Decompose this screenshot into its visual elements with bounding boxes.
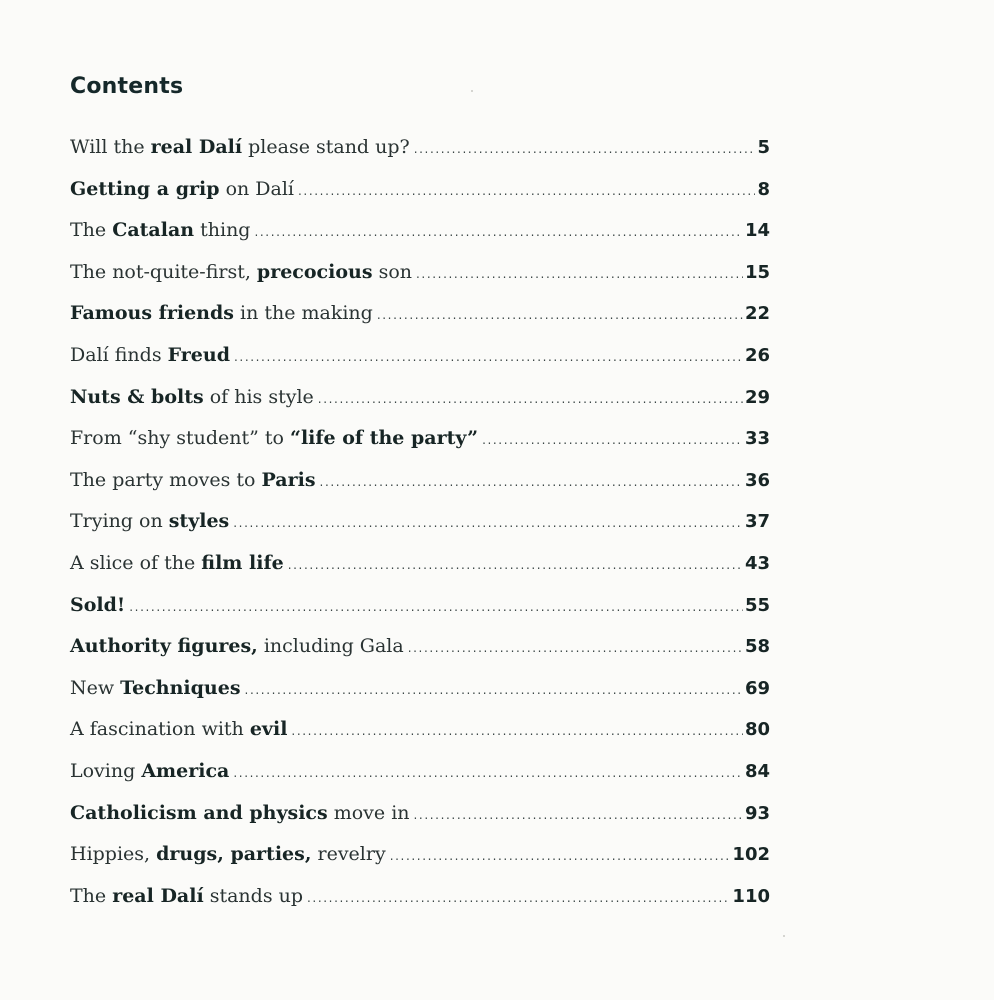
dot-leader	[482, 420, 743, 462]
page-number: 29	[744, 386, 770, 408]
entry-title	[70, 543, 284, 585]
entry-title-emphasis: Sold!	[70, 593, 126, 616]
entry-title-emphasis: Techniques	[120, 676, 241, 699]
entry-title	[70, 127, 410, 169]
table-of-contents	[70, 127, 770, 917]
toc-entry	[70, 418, 770, 460]
entry-title-text: of his style	[203, 385, 314, 408]
entry-title	[70, 626, 404, 668]
page-number: 93	[744, 802, 770, 824]
dot-leader	[414, 129, 756, 171]
entry-title-text: Loving	[70, 759, 142, 782]
dot-leader	[320, 462, 743, 504]
entry-title	[70, 418, 478, 460]
page-number: 22	[744, 303, 770, 325]
toc-entry	[70, 335, 770, 377]
entry-title-emphasis: Freud	[167, 343, 230, 366]
entry-title-text: Trying on	[70, 510, 169, 533]
entry-title-text: A slice of the	[70, 551, 202, 574]
page-number: 36	[744, 469, 770, 491]
entry-title-emphasis: Nuts & bolts	[70, 385, 204, 408]
entry-title	[70, 585, 125, 627]
entry-title-emphasis: real Dalí	[112, 884, 204, 907]
page-number: 5	[757, 137, 770, 158]
page-number: 33	[744, 428, 770, 450]
entry-title	[70, 377, 314, 419]
toc-entry	[70, 252, 770, 294]
entry-title-text: The	[70, 884, 113, 907]
entry-title	[70, 210, 250, 252]
toc-entry	[70, 127, 770, 169]
entry-title	[70, 793, 410, 835]
entry-title	[70, 834, 386, 876]
entry-title	[70, 169, 294, 211]
page-number: 15	[744, 261, 770, 283]
entry-title	[70, 460, 316, 502]
toc-entry	[70, 210, 770, 252]
entry-title-text: move in	[327, 801, 410, 824]
entry-title-emphasis: real Dalí	[150, 136, 243, 158]
entry-title-emphasis: Famous friends	[70, 302, 234, 325]
dot-leader	[307, 878, 730, 920]
toc-entry	[70, 834, 770, 876]
dot-leader	[414, 795, 743, 837]
entry-title-emphasis: precocious	[256, 260, 373, 283]
page-number: 37	[744, 511, 770, 533]
entry-title-text: A fascination with	[70, 718, 250, 741]
dot-leader	[408, 628, 743, 670]
dot-leader	[245, 670, 743, 712]
entry-title-emphasis: styles	[168, 510, 230, 533]
dot-leader	[288, 545, 743, 587]
toc-entry	[70, 876, 770, 918]
entry-title-text: including Gala	[257, 635, 404, 658]
dot-leader	[254, 212, 742, 254]
entry-title-text: The party moves to	[70, 468, 262, 491]
page-number: 110	[732, 885, 770, 907]
entry-title-text: From “shy student” to	[70, 427, 291, 450]
toc-entry	[70, 293, 770, 335]
entry-title	[70, 668, 241, 710]
entry-title-emphasis: film life	[201, 551, 284, 574]
contents-heading: Contents	[70, 74, 184, 99]
page-number: 58	[744, 636, 770, 658]
dot-leader	[129, 587, 743, 629]
entry-title-emphasis: Catalan	[112, 219, 195, 242]
entry-title-text: stands up	[203, 884, 304, 907]
entry-title-text: revelry	[311, 843, 386, 866]
entry-title-emphasis: America	[141, 759, 230, 782]
dot-leader	[291, 711, 743, 753]
dot-leader	[298, 171, 755, 213]
entry-title-text: in the making	[233, 302, 373, 325]
entry-title-emphasis: Catholicism and physics	[70, 801, 328, 824]
toc-entry	[70, 793, 770, 835]
toc-entry	[70, 626, 770, 668]
dot-leader	[390, 836, 731, 878]
toc-entry	[70, 668, 770, 710]
entry-title-emphasis: evil	[249, 718, 288, 741]
dot-leader	[377, 295, 743, 337]
entry-title-text: The not-quite-first,	[70, 260, 257, 283]
entry-title-emphasis: Getting a grip	[70, 177, 220, 200]
dot-leader	[234, 337, 743, 379]
entry-title-text: Will the	[70, 136, 151, 158]
dot-leader	[233, 503, 743, 545]
toc-entry	[70, 501, 770, 543]
page-number: 14	[744, 220, 770, 242]
page-number: 69	[744, 677, 770, 699]
toc-entry	[70, 543, 770, 585]
entry-title-text: son	[372, 260, 412, 283]
entry-title-text: on Dalí	[219, 177, 295, 200]
paper-speck	[471, 90, 473, 92]
toc-entry	[70, 169, 770, 211]
page-number: 55	[744, 594, 770, 616]
entry-title-text: Dalí finds	[70, 343, 168, 366]
entry-title-text: Hippies,	[70, 843, 157, 866]
entry-title-emphasis: drugs, parties,	[156, 843, 312, 866]
entry-title	[70, 751, 229, 793]
page-number: 84	[744, 760, 770, 782]
entry-title-text: New	[70, 676, 121, 699]
entry-title-text: please stand up?	[242, 136, 410, 158]
toc-entry	[70, 751, 770, 793]
dot-leader	[416, 254, 743, 296]
page-number: 8	[757, 178, 770, 200]
entry-title	[70, 252, 412, 294]
entry-title	[70, 293, 373, 335]
entry-title-emphasis: Paris	[261, 468, 316, 491]
entry-title-emphasis: Authority figures,	[70, 635, 258, 658]
toc-entry	[70, 709, 770, 751]
entry-title	[70, 335, 230, 377]
entry-title	[70, 876, 303, 918]
toc-entry	[70, 585, 770, 627]
entry-title-emphasis: “life of the party”	[290, 427, 479, 450]
page-number: 26	[744, 344, 770, 366]
dot-leader	[233, 753, 743, 795]
page-number: 80	[744, 719, 770, 741]
page-number: 102	[732, 844, 770, 866]
page-number: 43	[744, 552, 770, 574]
toc-entry	[70, 377, 770, 419]
paper-speck	[783, 935, 785, 937]
dot-leader	[318, 379, 743, 421]
entry-title-text: The	[70, 219, 113, 242]
entry-title-text: thing	[194, 219, 251, 242]
toc-entry	[70, 460, 770, 502]
entry-title	[70, 709, 287, 751]
entry-title	[70, 501, 229, 543]
